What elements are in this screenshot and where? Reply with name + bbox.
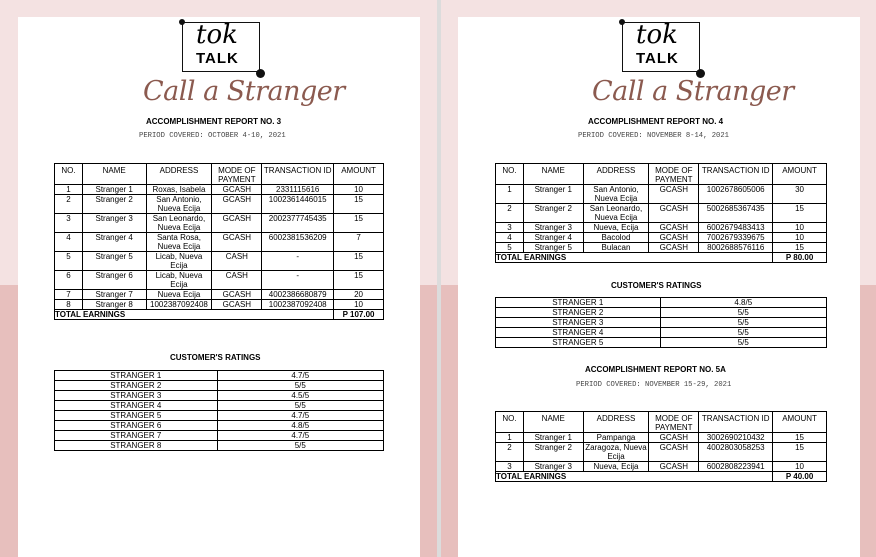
rating-value: 4.7/5 bbox=[217, 411, 383, 421]
table-cell: 3 bbox=[55, 214, 83, 233]
table-cell: GCASH bbox=[649, 443, 699, 462]
rating-row bbox=[55, 441, 384, 451]
table-cell: GCASH bbox=[649, 433, 699, 443]
rating-row bbox=[55, 431, 384, 441]
table-cell: GCASH bbox=[649, 204, 699, 223]
rating-row bbox=[496, 328, 827, 338]
table-cell: 2 bbox=[55, 195, 83, 214]
document-page-1 bbox=[18, 17, 420, 557]
rating-name: STRANGER 3 bbox=[55, 391, 218, 401]
table-cell: 10 bbox=[773, 462, 827, 472]
table-cell: 15 bbox=[773, 243, 827, 253]
ratings-table bbox=[54, 370, 384, 451]
table-cell: Licab, Nueva Ecija bbox=[146, 252, 212, 271]
table-cell: Stranger 3 bbox=[523, 462, 583, 472]
rating-row bbox=[55, 371, 384, 381]
table-cell: CASH bbox=[212, 271, 262, 290]
table-cell: - bbox=[262, 271, 334, 290]
column-header: ADDRESS bbox=[583, 412, 649, 433]
column-header: TRANSACTION ID bbox=[262, 164, 334, 185]
logo-tagline: Call a Stranger bbox=[592, 76, 794, 107]
table-cell: 4002386680879 bbox=[262, 290, 334, 300]
table-cell: San Antonio, Nueva Ecija bbox=[583, 185, 649, 204]
rating-name: STRANGER 6 bbox=[55, 421, 218, 431]
rating-value: 4.5/5 bbox=[217, 391, 383, 401]
table-cell: Bulacan bbox=[583, 243, 649, 253]
logo-bottom-text: TALK bbox=[196, 50, 239, 67]
rating-value: 4.7/5 bbox=[217, 371, 383, 381]
rating-value: 4.7/5 bbox=[217, 431, 383, 441]
column-header: NAME bbox=[82, 164, 146, 185]
logo-top-text: tok bbox=[636, 20, 678, 50]
rating-value: 5/5 bbox=[217, 381, 383, 391]
table-cell: Stranger 2 bbox=[523, 443, 583, 462]
column-header: MODE OF PAYMENT bbox=[649, 164, 699, 185]
rating-row bbox=[55, 421, 384, 431]
rating-name: STRANGER 8 bbox=[55, 441, 218, 451]
table-cell: 4002803058253 bbox=[699, 443, 773, 462]
total-earnings-value: P 107.00 bbox=[334, 310, 384, 320]
column-header: MODE OF PAYMENT bbox=[649, 412, 699, 433]
report-period: PERIOD COVERED: OCTOBER 4-10, 2021 bbox=[139, 132, 286, 140]
table-cell: Stranger 6 bbox=[82, 271, 146, 290]
table-cell: Nueva, Ecija bbox=[583, 223, 649, 233]
total-earnings-value: P 80.00 bbox=[773, 253, 827, 263]
table-cell: Stranger 5 bbox=[523, 243, 583, 253]
logo-tagline: Call a Stranger bbox=[143, 76, 345, 107]
table-cell: 15 bbox=[773, 433, 827, 443]
total-earnings-label: TOTAL EARNINGS bbox=[496, 472, 773, 482]
report-title: ACCOMPLISHMENT REPORT NO. 5A bbox=[585, 365, 726, 374]
table-cell: 1 bbox=[496, 433, 524, 443]
table-row bbox=[55, 252, 384, 271]
column-header: TRANSACTION ID bbox=[699, 412, 773, 433]
table-cell: 1 bbox=[496, 185, 524, 204]
table-row bbox=[496, 243, 827, 253]
table-cell: Stranger 5 bbox=[82, 252, 146, 271]
table-row bbox=[496, 443, 827, 462]
table-cell: GCASH bbox=[649, 462, 699, 472]
rating-name: STRANGER 4 bbox=[55, 401, 218, 411]
total-earnings-label: TOTAL EARNINGS bbox=[55, 310, 334, 320]
column-header: NO. bbox=[55, 164, 83, 185]
logo-top-text: tok bbox=[196, 20, 238, 50]
table-header-row bbox=[55, 164, 384, 185]
table-cell: 7002679339675 bbox=[699, 233, 773, 243]
table-cell: Stranger 1 bbox=[82, 185, 146, 195]
table-cell: San Leonardo, Nueva Ecija bbox=[146, 214, 212, 233]
table-cell: Licab, Nueva Ecija bbox=[146, 271, 212, 290]
column-header: TRANSACTION ID bbox=[699, 164, 773, 185]
logo-bottom-text: TALK bbox=[636, 50, 679, 67]
table-cell: 6002381536209 bbox=[262, 233, 334, 252]
table-cell: GCASH bbox=[212, 195, 262, 214]
table-row bbox=[55, 214, 384, 233]
table-header-row bbox=[496, 164, 827, 185]
table-cell: 5 bbox=[55, 252, 83, 271]
table-cell: San Leonardo, Nueva Ecija bbox=[583, 204, 649, 223]
table-row bbox=[496, 462, 827, 472]
table-row bbox=[55, 233, 384, 252]
rating-value: 4.8/5 bbox=[660, 298, 826, 308]
rating-row bbox=[496, 318, 827, 328]
table-cell: Santa Rosa, Nueva Ecija bbox=[146, 233, 212, 252]
table-cell: Stranger 1 bbox=[523, 433, 583, 443]
column-header: AMOUNT bbox=[773, 412, 827, 433]
table-cell: Bacolod bbox=[583, 233, 649, 243]
table-row bbox=[496, 233, 827, 243]
table-cell: 6002808223941 bbox=[699, 462, 773, 472]
rating-row bbox=[496, 298, 827, 308]
table-cell: Stranger 7 bbox=[82, 290, 146, 300]
table-cell: 3 bbox=[496, 462, 524, 472]
table-cell: GCASH bbox=[649, 223, 699, 233]
table-cell: Stranger 3 bbox=[82, 214, 146, 233]
table-cell: San Antonio, Nueva Ecija bbox=[146, 195, 212, 214]
table-cell: 15 bbox=[334, 252, 384, 271]
table-cell: 1 bbox=[55, 185, 83, 195]
rating-value: 5/5 bbox=[217, 401, 383, 411]
table-cell: 4 bbox=[55, 233, 83, 252]
total-row bbox=[496, 253, 827, 263]
table-cell: Stranger 4 bbox=[82, 233, 146, 252]
table-cell: 10 bbox=[334, 300, 384, 310]
report-title: ACCOMPLISHMENT REPORT NO. 3 bbox=[146, 117, 282, 126]
report-period: PERIOD COVERED: NOVEMBER 15-29, 2021 bbox=[576, 381, 732, 389]
rating-name: STRANGER 5 bbox=[55, 411, 218, 421]
table-cell: Stranger 2 bbox=[523, 204, 583, 223]
column-header: ADDRESS bbox=[583, 164, 649, 185]
table-cell: 3 bbox=[496, 223, 524, 233]
table-cell: 15 bbox=[773, 204, 827, 223]
document-page-2 bbox=[458, 17, 860, 557]
rating-row bbox=[496, 338, 827, 348]
table-cell: 6002679483413 bbox=[699, 223, 773, 233]
rating-value: 5/5 bbox=[660, 338, 826, 348]
table-cell: 15 bbox=[334, 214, 384, 233]
table-cell: 1002361446015 bbox=[262, 195, 334, 214]
rating-name: STRANGER 1 bbox=[496, 298, 661, 308]
table-cell: 10 bbox=[773, 223, 827, 233]
table-cell: GCASH bbox=[212, 233, 262, 252]
table-row bbox=[496, 185, 827, 204]
table-cell: 2331115616 bbox=[262, 185, 334, 195]
table-cell: 6 bbox=[55, 271, 83, 290]
rating-row bbox=[55, 411, 384, 421]
total-row bbox=[496, 472, 827, 482]
rating-value: 5/5 bbox=[217, 441, 383, 451]
rating-value: 5/5 bbox=[660, 318, 826, 328]
table-cell: GCASH bbox=[649, 243, 699, 253]
rating-value: 5/5 bbox=[660, 308, 826, 318]
rating-row bbox=[55, 381, 384, 391]
table-cell: 15 bbox=[334, 271, 384, 290]
table-cell: Nueva, Ecija bbox=[583, 462, 649, 472]
table-cell: GCASH bbox=[212, 290, 262, 300]
table-row bbox=[55, 185, 384, 195]
table-cell: 10 bbox=[773, 233, 827, 243]
report-title: ACCOMPLISHMENT REPORT NO. 4 bbox=[588, 117, 724, 126]
table-cell: 2 bbox=[496, 204, 524, 223]
table-cell: 15 bbox=[773, 443, 827, 462]
column-header: NAME bbox=[523, 164, 583, 185]
table-cell: 8002688576116 bbox=[699, 243, 773, 253]
rating-name: STRANGER 7 bbox=[55, 431, 218, 441]
table-row bbox=[496, 223, 827, 233]
table-cell: Nueva Ecija bbox=[146, 290, 212, 300]
table-cell: Stranger 2 bbox=[82, 195, 146, 214]
table-cell: Stranger 8 bbox=[82, 300, 146, 310]
table-cell: Stranger 3 bbox=[523, 223, 583, 233]
table-cell: 7 bbox=[334, 233, 384, 252]
rating-name: STRANGER 2 bbox=[496, 308, 661, 318]
table-cell: Stranger 4 bbox=[523, 233, 583, 243]
rating-row bbox=[496, 308, 827, 318]
report-period: PERIOD COVERED: NOVEMBER 8-14, 2021 bbox=[578, 132, 729, 140]
table-cell: GCASH bbox=[649, 185, 699, 204]
accomplishment-table bbox=[495, 411, 827, 482]
table-header-row bbox=[496, 412, 827, 433]
table-cell: 30 bbox=[773, 185, 827, 204]
total-earnings-label: TOTAL EARNINGS bbox=[496, 253, 773, 263]
table-cell: CASH bbox=[212, 252, 262, 271]
table-cell: 3002690210432 bbox=[699, 433, 773, 443]
rating-name: STRANGER 1 bbox=[55, 371, 218, 381]
table-row bbox=[55, 300, 384, 310]
table-cell: - bbox=[262, 252, 334, 271]
table-cell: 2002377745435 bbox=[262, 214, 334, 233]
column-header: AMOUNT bbox=[773, 164, 827, 185]
table-cell: 20 bbox=[334, 290, 384, 300]
column-header: NO. bbox=[496, 164, 524, 185]
rating-row bbox=[55, 391, 384, 401]
table-cell: 2 bbox=[496, 443, 524, 462]
table-cell: 15 bbox=[334, 195, 384, 214]
accomplishment-table bbox=[54, 163, 384, 320]
table-cell: 7 bbox=[55, 290, 83, 300]
table-row bbox=[55, 195, 384, 214]
rating-value: 4.8/5 bbox=[217, 421, 383, 431]
table-cell: GCASH bbox=[649, 233, 699, 243]
ratings-title: CUSTOMER'S RATINGS bbox=[170, 353, 261, 362]
total-row bbox=[55, 310, 384, 320]
rating-name: STRANGER 5 bbox=[496, 338, 661, 348]
table-cell: Zaragoza, Nueva Ecija bbox=[583, 443, 649, 462]
table-cell: 5 bbox=[496, 243, 524, 253]
table-cell: Stranger 1 bbox=[523, 185, 583, 204]
table-cell: GCASH bbox=[212, 300, 262, 310]
column-header: AMOUNT bbox=[334, 164, 384, 185]
rating-value: 5/5 bbox=[660, 328, 826, 338]
table-cell: GCASH bbox=[212, 214, 262, 233]
table-cell: 1002387092408 bbox=[262, 300, 334, 310]
total-earnings-value: P 40.00 bbox=[773, 472, 827, 482]
table-cell: GCASH bbox=[212, 185, 262, 195]
accomplishment-table bbox=[495, 163, 827, 263]
column-header: MODE OF PAYMENT bbox=[212, 164, 262, 185]
table-row bbox=[496, 204, 827, 223]
table-cell: Roxas, Isabela bbox=[146, 185, 212, 195]
table-cell: Pampanga bbox=[583, 433, 649, 443]
column-header: ADDRESS bbox=[146, 164, 212, 185]
column-header: NAME bbox=[523, 412, 583, 433]
table-row bbox=[55, 271, 384, 290]
table-cell: 8 bbox=[55, 300, 83, 310]
column-header: NO. bbox=[496, 412, 524, 433]
table-cell: 4 bbox=[496, 233, 524, 243]
ratings-table bbox=[495, 297, 827, 348]
table-cell: 1002678605006 bbox=[699, 185, 773, 204]
table-cell: 5002685367435 bbox=[699, 204, 773, 223]
table-row bbox=[55, 290, 384, 300]
table-cell: 1002387092408 bbox=[146, 300, 212, 310]
rating-row bbox=[55, 401, 384, 411]
rating-name: STRANGER 4 bbox=[496, 328, 661, 338]
table-cell: 10 bbox=[334, 185, 384, 195]
rating-name: STRANGER 3 bbox=[496, 318, 661, 328]
ratings-title: CUSTOMER'S RATINGS bbox=[611, 281, 702, 290]
rating-name: STRANGER 2 bbox=[55, 381, 218, 391]
table-row bbox=[496, 433, 827, 443]
